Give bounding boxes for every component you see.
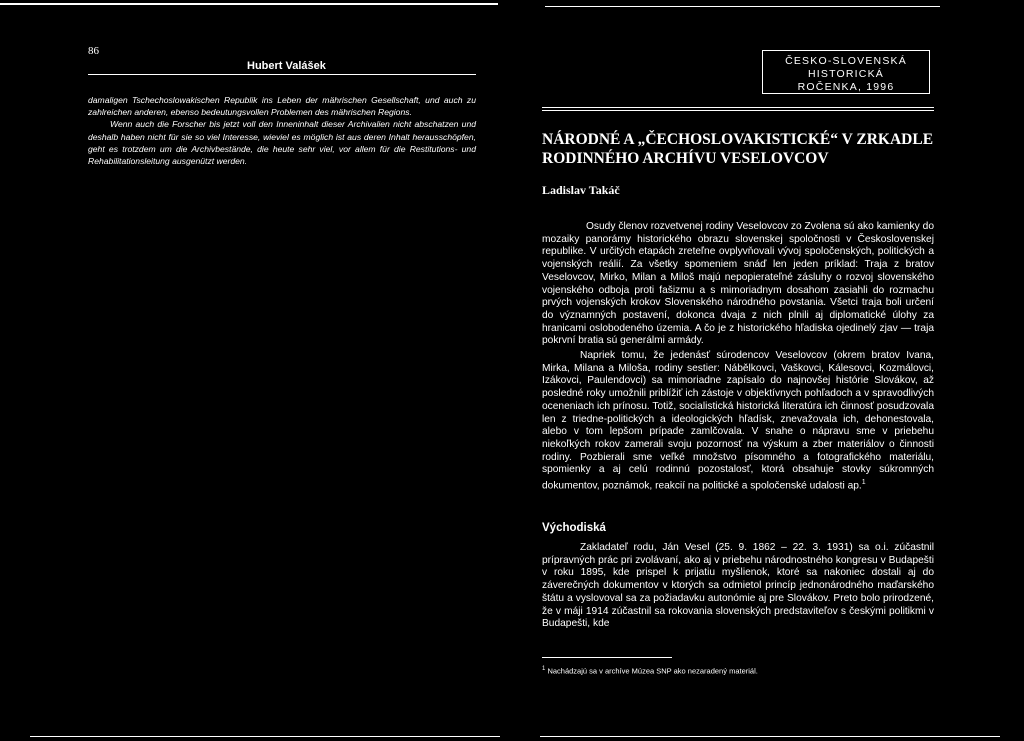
body-paragraph (542, 542, 934, 631)
paragraph-text-body: Napriek tomu, že jedenásť súrodencov Veselovcov (okrem bratov Ivana, Mirka, Milana a Miloša, rodiny sestier: Nábělkovci, Vaškovci, Kálesovci, Kozmálovci, Izákovci, Paulendovci) sa mimoriadne zapísalo do najnovšej histórie Slovákov, až posledné roky umožnili priblížiť ich zástoje v objektívnych pohľadoch a v spravodlivých oceneniach ich prínosu. Totiž, socialistická historická literatúra ich činnosť posudzovala len z triedne-politických a ideologických hľadísk, znevažovala ich, dehonestovala, alebo v tom lepšom prípade zamlčovala. V snahe o nápravu sme v priebehu niekoľkých rokov zamerali svoju pozornosť na výskum a zber materiálov o činnosti rodiny. Pozbierali sme veľké množstvo písomného a fotografického materiálu, spomienky a aj celú rodinnú pozostalosť, ktorá obsahuje stovky súkromných dokumentov, poznámok, reakcií na politické a spoločenské udalosti ap. (542, 350, 934, 492)
page-number: 86 (88, 45, 99, 57)
header-rule-left (88, 74, 476, 75)
bottom-rule-left (30, 736, 500, 737)
abstract-text: Osudy členov rozvetvenej rodiny Veselovcov zo Zvolena sú ako kamienky do mozaiky panorámy historického obrazu slovenskej spoločnosti v Československej republike. V určitých etapách zreteľne ovplyvňovali vývoj spoločenských, politických a vojenských reálií. Za všetky spomeniem snáď len jeden príklad: Traja z bratov Veselovcov, Mirko, Milan a Miloš majú nepopierateľné zásluhy o rozvoj slovenského vojenského odboja proti fašizmu a s mimoriadnym dosahom zasiahli do rozmachu prvých vojenských krokov Slovenského národného povstania. Všetci traja boli určení do významných postavení, dokonca dvaja z nich plnili aj diplomatické úlohy za hranicami oslobodeného územia. A čo je z historického hľadiska ojedinelý zjav — traja pokrvní bratia sú generálmi armády. (542, 221, 934, 347)
title-line: NÁRODNÉ A „ČECHOSLOVAKISTICKÉ“ V ZRKADLE (542, 131, 934, 148)
article-title (542, 130, 962, 168)
header-rule-right-2 (542, 110, 934, 111)
header-rule-right (542, 107, 934, 108)
bottom-rule-right (540, 736, 1000, 737)
author-name: Ladislav Takáč (542, 183, 620, 197)
left-paragraph: damaligen Tschechoslowakischen Republik ins Leben der mährischen Gesellschaft, und auch zu zahlreichen anderen, ebenso bedeutungsvollen Problemen des mährischen Regions. (88, 95, 476, 118)
paragraph-text (542, 350, 934, 493)
top-rule-right (545, 6, 940, 7)
footnote-text: Nachádzajú sa v archíve Múzea SNP ako nezaradený materiál. (547, 666, 758, 676)
top-rule-left (0, 3, 498, 5)
journal-title-box (762, 50, 930, 94)
footnote-rule (542, 657, 672, 658)
footnote (542, 666, 758, 676)
journal-line: HISTORICKÁ (808, 68, 884, 80)
footnote-reference: 1 (861, 479, 866, 487)
paragraph-text: Zakladateľ rodu, Ján Vesel (25. 9. 1862 – 22. 3. 1931) sa o.i. zúčastnil prípravných prác pri zvolávaní, ako aj v priebehu národnostného kongresu v Budapešti v roku 1895, kde prispel k prijatiu myšlienok, ktoré sa nakoniec dostali aj do záverečných dokumentov v ktorých sa odmietol princíp jednonárodného maďarského štátu a vyslovoval sa za požiadavku autonómie aj pre Slovákov. Preto bolo prirodzené, že v máji 1914 zúčastnil sa rokovania slovenských predstaviteľov s českými politikmi v Budapešti, kde (542, 542, 934, 630)
left-page-text (88, 94, 476, 167)
journal-line: ČESKO-SLOVENSKÁ (785, 55, 907, 67)
footnote-number: 1 (542, 666, 546, 672)
running-head: Hubert Valášek (247, 60, 326, 72)
left-paragraph: Wenn auch die Forscher bis jetzt voll den Inneninhalt dieser Archivalien nicht abschatzen und deshalb haben nicht für sie so viel Interesse, wieviel es möglich ist aus deren Inhalt herausschöpfen, geht es trotzdem um die Archivbestände, die heute sehr viel, vor allem für die Restitutions- und Rehabilitationsleitung ausgenützt werden. (88, 119, 476, 167)
title-line: RODINNÉHO ARCHÍVU VESELOVCOV (542, 150, 829, 167)
journal-line: ROČENKA, 1996 (797, 81, 895, 93)
abstract (542, 221, 934, 348)
body-paragraph (542, 350, 934, 493)
section-heading: Východiská (542, 522, 606, 534)
